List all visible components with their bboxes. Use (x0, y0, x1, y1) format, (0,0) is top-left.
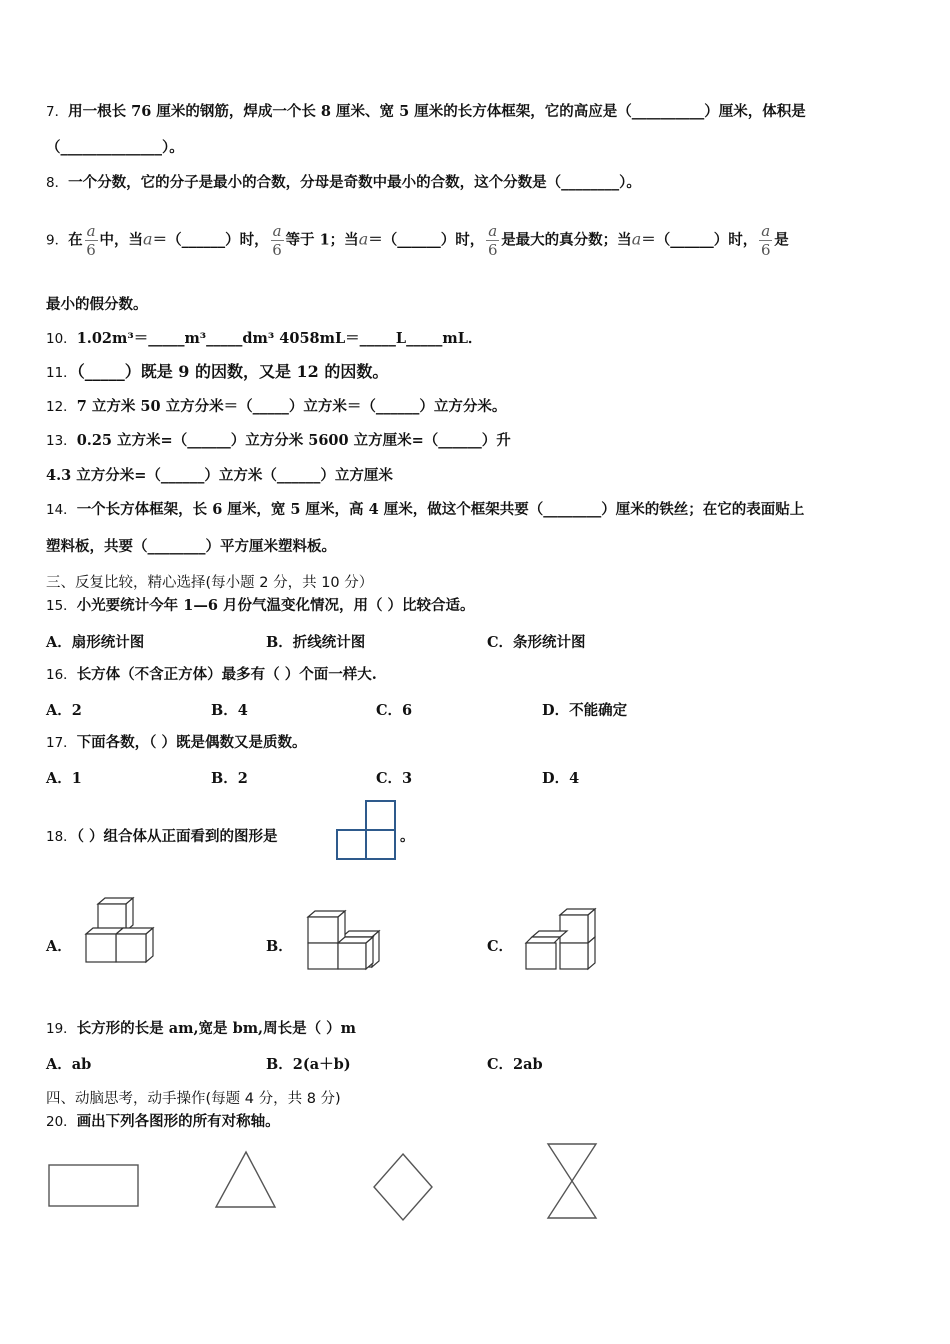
question-9 (46, 222, 789, 259)
variable-a: a (358, 229, 369, 249)
question-7 (46, 102, 806, 122)
fraction-numerator: a (272, 222, 282, 240)
question-text: （_____）既是 9 的因数，又是 12 的因数。 (76, 362, 389, 381)
fraction-denominator: 6 (86, 241, 96, 259)
option-d[interactable]: D．4 (542, 770, 580, 787)
question-text: 用一根长 76 厘米的钢筋，焊成一个长 8 厘米、宽 5 厘米的长方体框架，它的高应是（__________）厘米，体积是 (68, 103, 806, 120)
section-3-heading: 三、反复比较，精心选择(每小题 2 分，共 10 分） (46, 575, 374, 591)
question-20 (46, 1112, 280, 1132)
question-text: 画出下列各图形的所有对称轴。 (76, 1113, 280, 1130)
option-b[interactable]: B．4 (211, 702, 248, 719)
question-8 (46, 173, 641, 193)
question-14-cont (46, 537, 336, 557)
question-number: 17． (46, 735, 77, 751)
question-number: 20． (46, 1114, 77, 1130)
question-number: 9． (46, 232, 69, 249)
question-text: ＝（______）时， (641, 231, 758, 249)
question-9-cont (46, 295, 148, 315)
question-13 (46, 431, 511, 451)
fraction-denominator: 6 (760, 241, 771, 259)
section-4-heading: 四、动脑思考，动手操作(每题 4 分，共 8 分) (46, 1091, 341, 1107)
question-text: 1.02m³＝_____m³_____dm³ 4058mL＝_____L_____mL． (76, 330, 483, 347)
question-text: 小光要统计今年 1—6 月份气温变化情况，用（ ）比较合适。 (76, 597, 475, 614)
fraction-a-over-6 (759, 222, 772, 259)
fraction-numerator: a (488, 222, 498, 240)
question-text: 最小的假分数。 (46, 296, 148, 313)
question-15 (46, 596, 475, 616)
question-12 (46, 397, 506, 417)
question-16 (46, 665, 377, 685)
question-text: 是 (774, 231, 789, 249)
question-text: ＝（______）时， (152, 231, 269, 249)
rectangle-shape[interactable] (48, 1164, 140, 1208)
question-text: 等于 1；当 (285, 231, 359, 249)
option-b[interactable]: B． (266, 938, 293, 955)
question-text: 一个长方体框架，长 6 厘米，宽 5 厘米，高 4 厘米，做这个框架共要（________）厘米的铁丝；在它的表面贴上 (76, 501, 805, 518)
option-a[interactable]: A． (46, 938, 72, 955)
question-number: 12． (46, 399, 77, 415)
front-view-figure (336, 799, 398, 861)
variable-a: a (143, 229, 153, 249)
fraction-denominator: 6 (272, 241, 282, 259)
option-c[interactable]: C． (487, 938, 514, 955)
question-text: 中，当 (99, 231, 144, 249)
question-text: ＝（______）时， (368, 231, 485, 249)
question-number: 13． (46, 433, 77, 449)
question-text: 是最大的真分数；当 (501, 231, 632, 249)
option-b[interactable]: B．2(a＋b) (266, 1056, 351, 1073)
option-a[interactable]: A．ab (46, 1056, 92, 1073)
option-a[interactable]: A．2 (46, 702, 82, 719)
question-number: 14． (46, 502, 77, 518)
question-17 (46, 733, 306, 753)
rhombus-shape[interactable] (372, 1152, 434, 1222)
option-b-cubes-figure[interactable] (306, 909, 384, 971)
fraction-a-over-6 (486, 222, 499, 259)
question-number: 16． (46, 667, 77, 683)
question-number: 15． (46, 598, 77, 614)
option-b[interactable]: B．折线统计图 (266, 634, 366, 651)
option-d[interactable]: D．不能确定 (542, 702, 628, 719)
option-b[interactable]: B．2 (211, 770, 248, 787)
question-text: 在 (68, 231, 83, 249)
option-c[interactable]: C．条形统计图 (487, 634, 586, 651)
question-text: 下面各数，（ ）既是偶数又是质数。 (76, 734, 307, 751)
question-text: 长方形的长是 am,宽是 bm,周长是（ ）m (76, 1020, 356, 1037)
question-14 (46, 500, 804, 520)
question-19 (46, 1019, 356, 1039)
option-a[interactable]: A．扇形统计图 (46, 634, 145, 651)
question-text: 7 立方米 50 立方分米＝（_____）立方米＝（______）立方分米。 (76, 398, 507, 415)
question-18 (46, 827, 277, 847)
question-number: 10． (46, 331, 77, 347)
question-text: 0.25 立方米=（______）立方分米 5600 立方厘米=（______）升 (76, 432, 511, 449)
question-text: 4.3 立方分米=（______）立方米（______）立方厘米 (46, 467, 393, 484)
question-text: （ ）组合体从正面看到的图形是 (76, 828, 278, 845)
triangle-shape[interactable] (214, 1150, 278, 1210)
question-number: 7． (46, 104, 69, 120)
question-11 (46, 362, 388, 383)
question-10 (46, 329, 482, 349)
question-number: 11． (46, 365, 77, 381)
variable-a: a (631, 229, 642, 249)
question-18-end: 。 (400, 828, 415, 845)
question-13-cont (46, 466, 393, 486)
question-text: 一个分数，它的分子是最小的合数，分母是奇数中最小的合数，这个分数是（________）。 (68, 174, 641, 191)
question-text: （______________）。 (46, 139, 184, 156)
question-text: 长方体（不含正方体）最多有（ ）个面一样大. (76, 666, 377, 683)
fraction-numerator: a (86, 222, 96, 240)
option-c[interactable]: C．6 (376, 702, 413, 719)
question-number: 8． (46, 175, 69, 191)
fraction-numerator: a (761, 222, 771, 240)
question-number: 19． (46, 1021, 77, 1037)
option-a[interactable]: A．1 (46, 770, 82, 787)
question-text: 塑料板，共要（________）平方厘米塑料板。 (46, 538, 336, 555)
option-c-cubes-figure[interactable] (524, 907, 600, 973)
option-a-cubes-figure[interactable] (84, 896, 156, 966)
question-7-cont (46, 138, 184, 158)
option-c[interactable]: C．2ab (487, 1056, 543, 1073)
question-number: 18． (46, 829, 77, 845)
hourglass-shape[interactable] (544, 1142, 600, 1220)
option-c[interactable]: C．3 (376, 770, 413, 787)
fraction-denominator: 6 (487, 241, 498, 259)
fraction-a-over-6 (85, 222, 98, 259)
fraction-a-over-6 (271, 222, 284, 259)
